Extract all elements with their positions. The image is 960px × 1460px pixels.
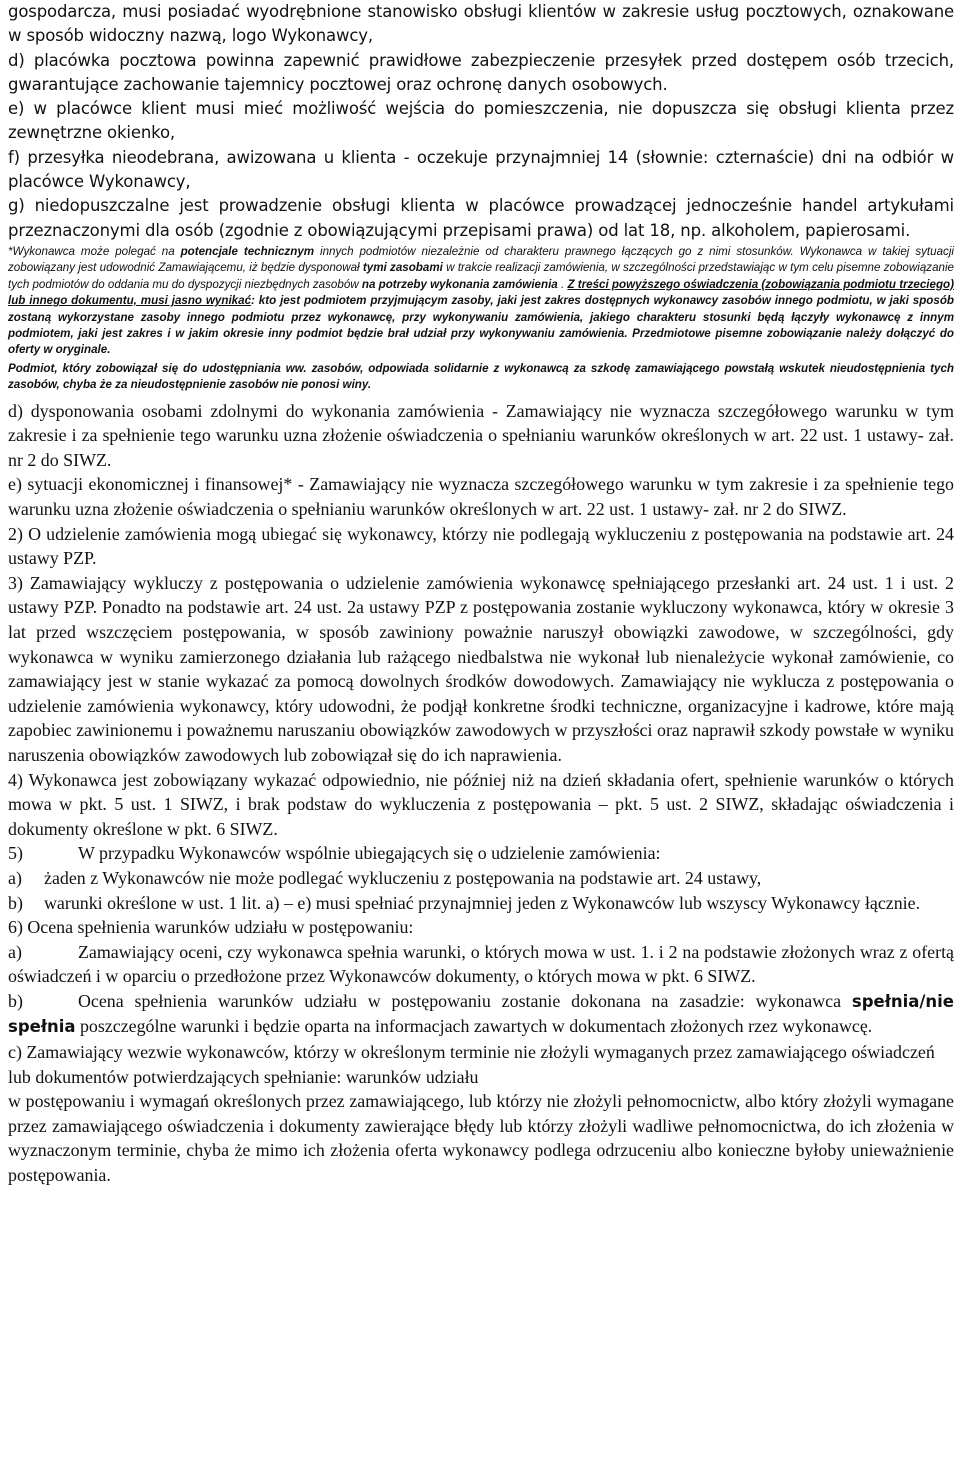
footnote-text-g: .: [557, 277, 568, 291]
footnote-text-p2: Podmiot, który zobowiązał się do udostępniania ww. zasobów, odpowiada solidarnie z wykonawcą za szkodę zamawiającego powstałą wskutek nieudostępnienia tych zasobów, chyba że za nieudostępnienie zasobów nie ponosi winy.: [8, 361, 954, 392]
point-6a-label: a): [8, 941, 22, 962]
point-5b-label: b): [8, 892, 23, 913]
item-e-client-access: e) w placówce klient musi mieć możliwość wejścia do pomieszczenia, nie dopuszcza się obsługi klienta przez zewnętrzne okienko,: [8, 99, 954, 143]
footnote-section: [8, 244, 954, 394]
point-5b: [8, 891, 954, 916]
footnote-text-d: tymi zasobami: [362, 261, 443, 275]
point-6: 6) Ocena spełnienia warunków udziału w postępowaniu:: [8, 917, 414, 938]
point-6b-text-1: Ocena spełnienia warunków udziału w postępowaniu zostanie dokonana na zasadzie: wykonawca: [78, 990, 852, 1011]
item-g-no-trade: g) niedopuszczalne jest prowadzenie obsługi klienta w placówce prowadzącej jednocześnie handel artykułami przeznaczonymi dla osób (zgodnie z obowiązującymi przepisami prawa) od lat 18, np. alkoholem, papierosami.: [8, 196, 954, 240]
footnote-text-b: potencjale technicznym: [180, 244, 315, 258]
top-section: [8, 0, 954, 243]
point-5-label: 5): [8, 843, 23, 864]
paragraph-intro: gospodarcza, musi posiadać wyodrębnione stanowisko obsługi klientów w zakresie usług pocztowych, oznakowane w sposób widoczny nazwą, logo Wykonawcy,: [8, 2, 954, 46]
point-5a-text: żaden z Wykonawców nie może podlegać wykluczeniu z postępowania na podstawie art. 24 ustawy,: [44, 867, 762, 888]
point-5: [8, 841, 954, 866]
footnote-text-c: innych podmiotów niezależnie od charakteru prawnego łączących go z nimi stosunków. Wykonawca w takiej sytuacji zobowiązany jest udowodnić Zamawiającemu, iż będzie dysponował: [8, 244, 954, 275]
point-6c-part-1: c) Zamawiający wezwie wykonawców, którzy w określonym terminie nie złożyli wymaganych przez zamawiającego oświadczeń lub dokumentów potwierdzających spełnianie: warunków udziału: [8, 1042, 935, 1087]
point-6b-label: b): [8, 990, 23, 1011]
point-5a: [8, 866, 954, 891]
footnote-text-a: *Wykonawca może polegać na: [8, 244, 181, 258]
item-f-parcel-wait: f) przesyłka nieodebrana, awizowana u klienta - oczekuje przynajmniej 14 (słownie: czternaście) dni na odbiór w placówce Wykonawcy,: [8, 147, 954, 192]
point-6a: [8, 940, 954, 989]
footnote-text-f: na potrzeby wykonania zamówienia: [361, 277, 558, 291]
point-5b-text: warunki określone w ust. 1 lit. a) – e) musi spełniać przynajmniej jeden z Wykonawców lub wszyscy Wykonawcy łącznie.: [44, 892, 921, 913]
point-6b: [8, 989, 954, 1040]
footnote-paragraph-1: [8, 244, 954, 359]
point-3: 3) Zamawiający wykluczy z postępowania o udzielenie zamówienia wykonawcę spełniającego przesłanki art. 24 ust. 1 i ust. 2 ustawy PZP. Ponadto na podstawie art. 24 ust. 2a ustawy PZP z postępowania zostanie wykluczony wykonawca, który w okresie 3 lat przed wszczęciem postępowania, w sposób zawiniony poważnie naruszył obowiązki zawodowe, w szczególności, gdy wykonawca w wyniku zamierzonego działania lub rażącego niedbalstwa nie wykonał lub nienależycie wykonał zamówienie, co zamawiający jest w stanie wykazać za pomocą dowolnych środków dowodowych. Zamawiający nie wyklucza z postępowania o udzielenie zamówienia wykonawcy, który udowodni, że podjął konkretne środki techniczne, organizacyjne i kadrowe, które mają zapobiec zawinionemu i poważnemu naruszaniu obowiązków zawodowych w przyszłości oraz naprawił szkody powstałe w wyniku naruszenia obowiązków zawodowych lub zobowiązał się do ich naprawienia.: [8, 572, 954, 765]
footnote-text-e: w trakcie realizacji zamówienia, w szczególności przedstawiając w tym celu pisemne zobowiązanie tych podmiotów do oddania mu do dyspozycji niezbędnych zasobów: [8, 261, 954, 291]
point-6b-text-3: poszczególne warunki i będzie oparta na informacjach zawartych w dokumentach złożonych rzez wykonawcę.: [75, 1016, 873, 1037]
point-4: 4) Wykonawca jest zobowiązany wykazać odpowiednio, nie później niż na dzień składania ofert, spełnienie warunków o których mowa w pkt. 5 ust. 1 SIWZ, i brak podstaw do wykluczenia z postępowania – pkt. 5 ust. 2 SIWZ, składając oświadczenia i dokumenty określone w pkt. 6 SIWZ.: [8, 769, 954, 839]
condition-e-financial: e) sytuacji ekonomicznej i finansowej* - Zamawiający nie wyznacza szczegółowego warunku w tym zakresie i za spełnienie tego warunku uzna złożenie oświadczenia o spełnianiu warunków określonych w art. 22 ust. 1 ustawy- zał. nr 2 do SIWZ.: [8, 474, 954, 519]
condition-d-personnel: d) dysponowania osobami zdolnymi do wykonania zamówienia - Zamawiający nie wyznacza szczegółowego warunku w tym zakresie i za spełnienie tego warunku uzna złożenie oświadczenia o spełnianiu warunków określonych w art. 22 ust. 1 ustawy- zał. nr 2 do SIWZ.: [8, 400, 954, 470]
point-6b-text-2: spełnia/nie spełnia: [8, 991, 954, 1037]
point-6c-part-2: w postępowaniu i wymagań określonych przez zamawiającego, lub którzy nie złożyli pełnomocnictw, albo który złożyli wymagane przez zamawiającego oświadczenia i dokumenty zawierające błędy lub którzy złożyli wadliwe pełnomocnictwa, do ich złożenia w wyznaczonym terminie, chyba że mimo ich złożenia oferta wykonawcy podlega odrzuceniu albo konieczne byłoby unieważnienie postępowania.: [8, 1091, 954, 1186]
item-d-post-office: d) placówka pocztowa powinna zapewnić prawidłowe zabezpieczenie przesyłek przed dostępem osób trzecich, gwarantujące zachowanie tajemnicy pocztowej oraz ochronę danych osobowych.: [8, 50, 954, 94]
point-6a-text: Zamawiający oceni, czy wykonawca spełnia warunki, o których mowa w ust. 1. i 2 na podstawie złożonych wraz z ofertą oświadczeń i w oparciu o przedłożone przez Wykonawców dokumenty, o których mowa w pkt. 6 SIWZ.: [8, 941, 954, 987]
point-5-text: W przypadku Wykonawców wspólnie ubiegających się o udzielenie zamówienia:: [78, 843, 661, 864]
footnote-text-i: : kto jest podmiotem przyjmującym zasoby, jaki jest zakres dostępnych wykonawcy zasobów innego podmiotu, w jaki sposób zostaną wykorzystane zasoby innego podmiotu przez wykonawcę, przy wykonywaniu zamówienia, jakiego charakteru stosunki będą łączyły wykonawcę z innym podmiotem, jaki jest zakres i w jakim okresie inny podmiot będzie brał udział przy wykonywaniu zamówienia. Przedmiotowe pisemne zobowiązanie należy dołączyć do oferty w oryginale.: [8, 294, 954, 357]
body-section: [8, 399, 954, 1188]
point-2: 2) O udzielenie zamówienia mogą ubiegać się wykonawcy, którzy nie podlegają wykluczeniu z postępowania na podstawie art. 24 ustawy PZP.: [8, 523, 954, 569]
footnote-paragraph-2: [8, 361, 954, 394]
footnote-text-h: Z treści powyższego oświadczenia (zobowiązania podmiotu trzeciego) lub innego dokumentu, musi jasno wynikać: [8, 277, 954, 308]
point-5a-label: a): [8, 867, 22, 888]
